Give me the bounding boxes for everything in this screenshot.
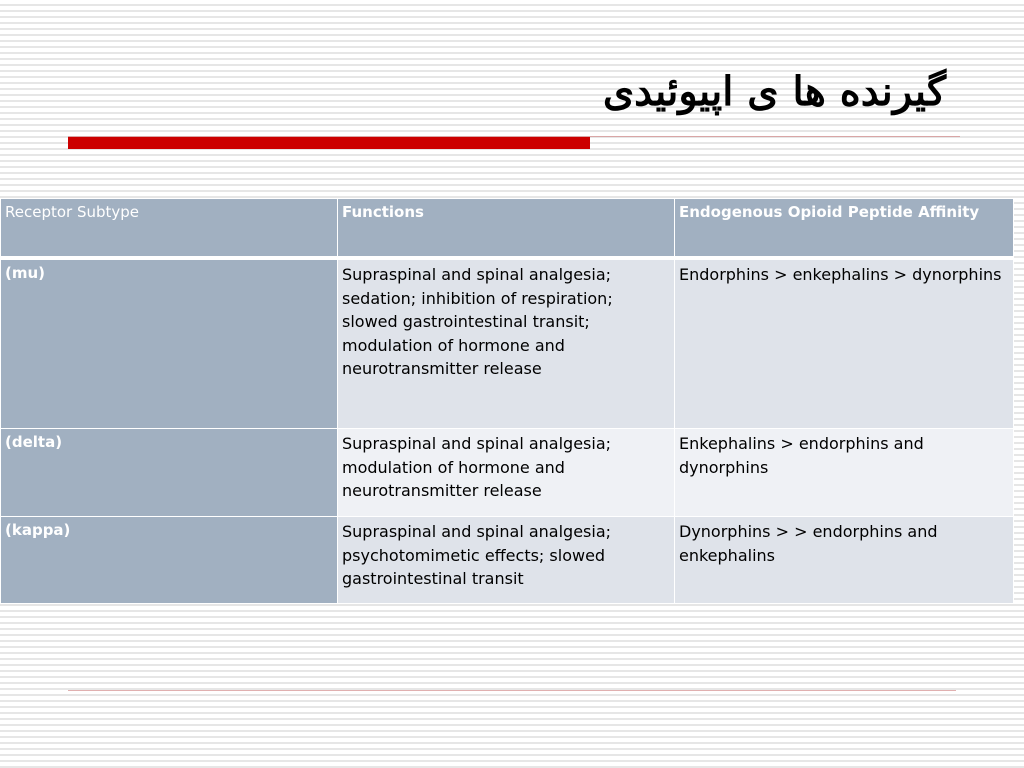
- cell-peptide-affinity: Enkephalins > endorphins and dynorphins: [675, 429, 1014, 517]
- column-header-functions: Functions: [338, 199, 675, 259]
- cell-receptor-subtype: (mu): [1, 258, 338, 429]
- title-divider-accent-bar: [68, 137, 590, 149]
- footer-divider: [68, 690, 956, 691]
- cell-functions: Supraspinal and spinal analgesia; psychotomimetic effects; slowed gastrointestinal transit: [338, 517, 675, 604]
- cell-receptor-subtype: (delta): [1, 429, 338, 517]
- opioid-receptor-table-container: [0, 198, 1013, 604]
- cell-peptide-affinity: Endorphins > enkephalins > dynorphins: [675, 258, 1014, 429]
- table-header-row: [1, 199, 1014, 259]
- column-header-receptor-subtype: Receptor Subtype: [1, 199, 338, 259]
- slide-title: گیرنده ها ی اپیوئیدی: [602, 68, 946, 115]
- table-row-mu: [1, 258, 1014, 429]
- table-row-kappa: [1, 517, 1014, 604]
- cell-receptor-subtype: (kappa): [1, 517, 338, 604]
- cell-functions: Supraspinal and spinal analgesia; sedation; inhibition of respiration; slowed gastrointestinal transit; modulation of hormone and neurotransmitter release: [338, 258, 675, 429]
- opioid-receptor-table: [0, 198, 1014, 604]
- cell-functions: Supraspinal and spinal analgesia; modulation of hormone and neurotransmitter release: [338, 429, 675, 517]
- column-header-peptide-affinity: Endogenous Opioid Peptide Affinity: [675, 199, 1014, 259]
- table-row-delta: [1, 429, 1014, 517]
- cell-peptide-affinity: Dynorphins > > endorphins and enkephalins: [675, 517, 1014, 604]
